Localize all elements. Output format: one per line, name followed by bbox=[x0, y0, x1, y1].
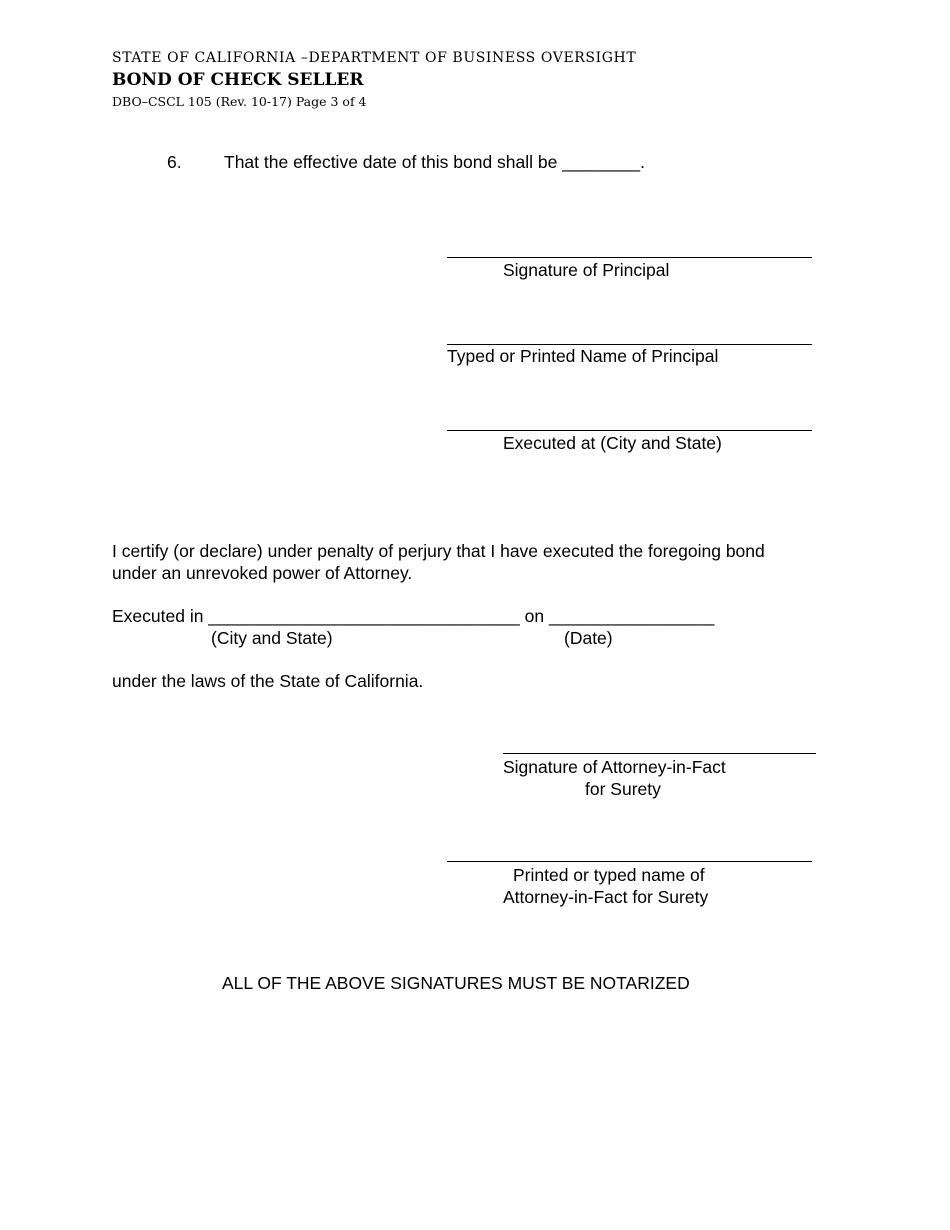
form-title: BOND OF CHECK SELLER bbox=[112, 70, 364, 90]
executed-at-line[interactable] bbox=[447, 430, 812, 431]
city-state-caption: (City and State) bbox=[211, 628, 333, 648]
attorney-name-label-2: Attorney-in-Fact for Surety bbox=[503, 887, 709, 907]
notarization-notice: ALL OF THE ABOVE SIGNATURES MUST BE NOTARIZED bbox=[222, 973, 690, 993]
principal-signature-line[interactable] bbox=[447, 257, 812, 258]
agency-header: STATE OF CALIFORNIA –DEPARTMENT OF BUSINESS OVERSIGHT bbox=[112, 50, 637, 66]
principal-name-label: Typed or Printed Name of Principal bbox=[447, 346, 719, 366]
executed-at-label: Executed at (City and State) bbox=[503, 433, 722, 453]
item-6-text: That the effective date of this bond shall be ________. bbox=[224, 152, 645, 172]
certification-line-1: I certify (or declare) under penalty of perjury that I have executed the foregoing bond bbox=[112, 541, 765, 561]
attorney-signature-label: Signature of Attorney-in-Fact bbox=[503, 757, 726, 777]
form-id: DBO–CSCL 105 (Rev. 10-17) Page 3 of 4 bbox=[112, 94, 367, 109]
certification-line-2: under an unrevoked power of Attorney. bbox=[112, 563, 413, 583]
attorney-signature-line[interactable] bbox=[503, 753, 816, 754]
attorney-signature-label-2: for Surety bbox=[585, 779, 661, 799]
attorney-name-label: Printed or typed name of bbox=[513, 865, 705, 885]
laws-statement: under the laws of the State of California. bbox=[112, 671, 424, 691]
item-6-number: 6. bbox=[167, 152, 182, 172]
principal-signature-label: Signature of Principal bbox=[503, 260, 670, 280]
executed-in-line: Executed in ________________________________ on _________________ bbox=[112, 606, 715, 626]
attorney-name-line[interactable] bbox=[447, 861, 812, 862]
date-caption: (Date) bbox=[564, 628, 613, 648]
